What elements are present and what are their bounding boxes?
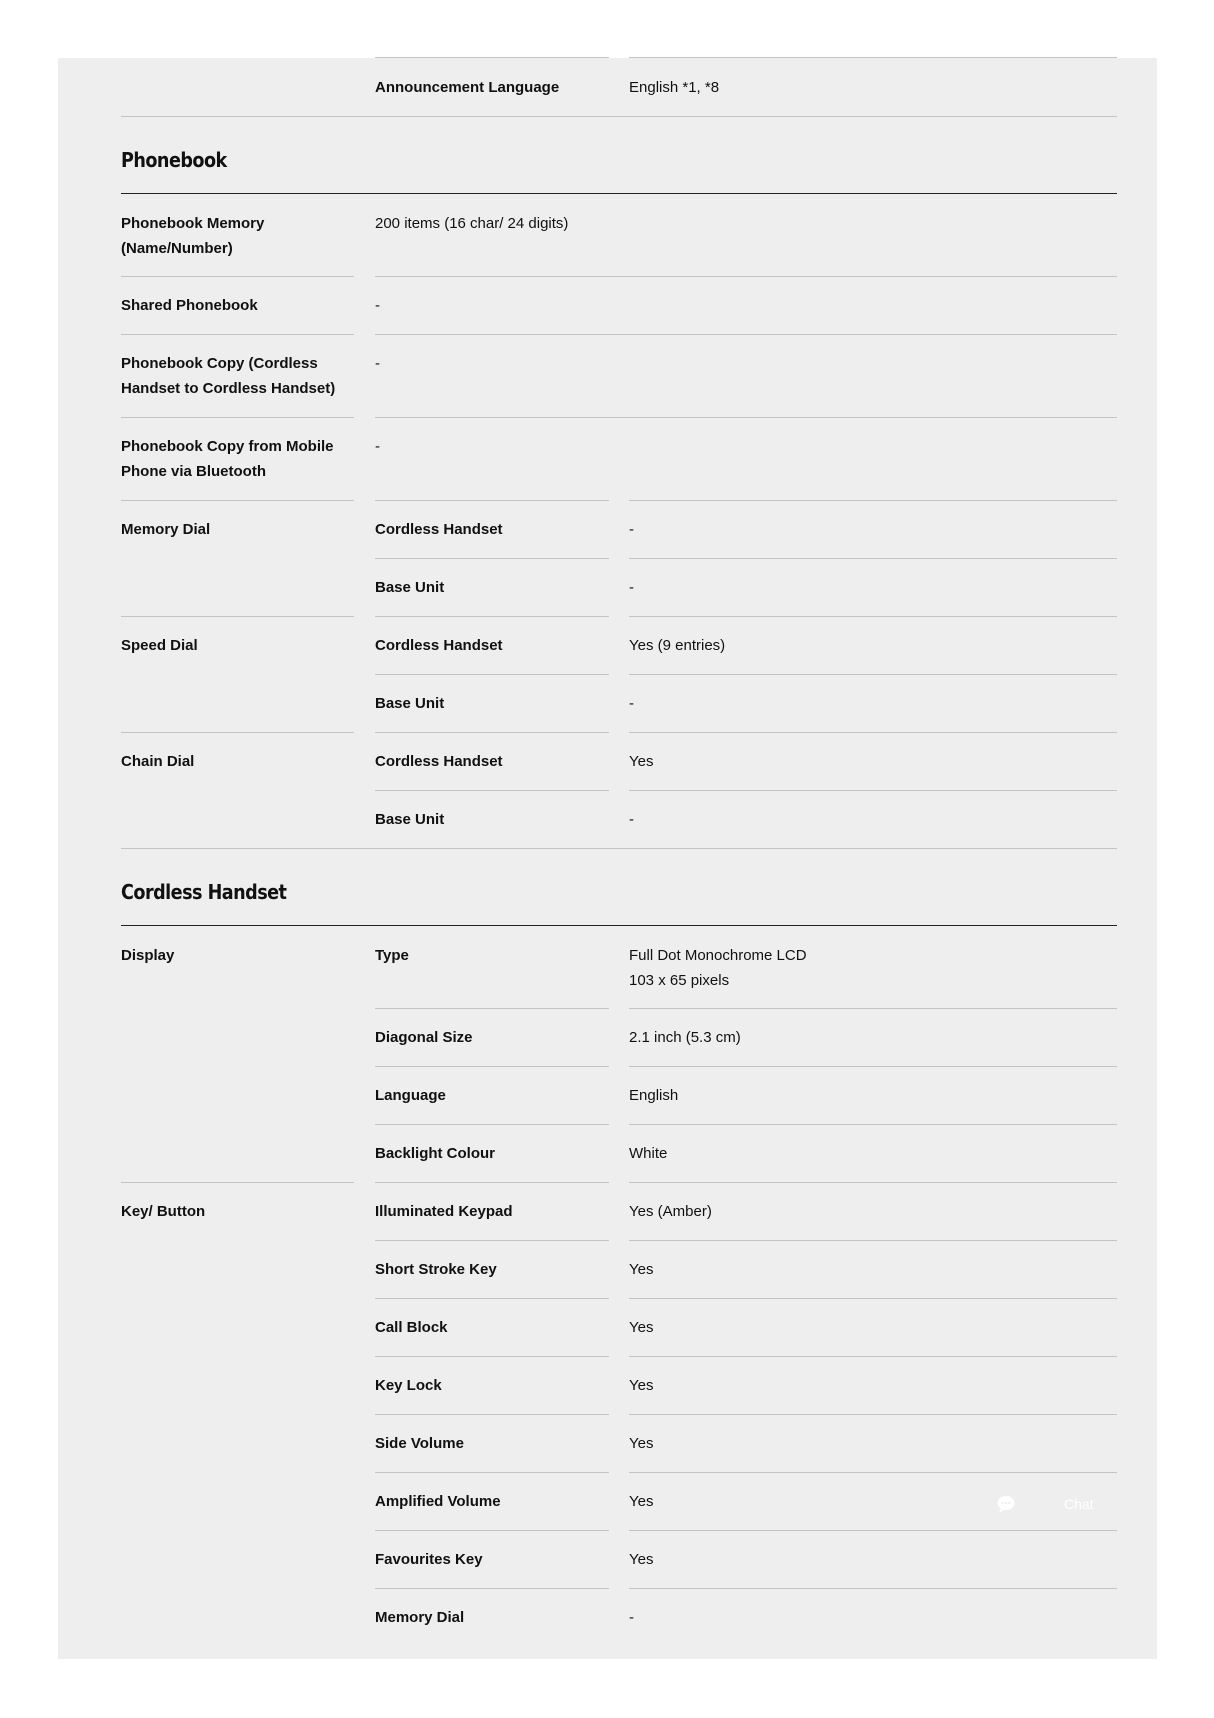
- spec-value: Yes: [629, 1261, 654, 1278]
- divider: [629, 500, 1117, 501]
- spec-sublabel: Backlight Colour: [375, 1145, 496, 1162]
- spec-sublabel: Call Block: [375, 1319, 448, 1336]
- section-divider: [121, 925, 1117, 926]
- divider: [629, 1240, 1117, 1241]
- spec-sublabel: Language: [375, 1087, 446, 1104]
- spec-value: Yes (Amber): [629, 1203, 712, 1220]
- spec-sublabel: Cordless Handset: [375, 753, 503, 770]
- divider: [375, 558, 609, 559]
- divider: [629, 790, 1117, 791]
- divider: [121, 500, 354, 501]
- divider: [375, 1356, 609, 1357]
- spec-sublabel: Favourites Key: [375, 1551, 483, 1568]
- spec-sublabel: Base Unit: [375, 579, 445, 596]
- chat-bubble-icon: [996, 1494, 1016, 1514]
- spec-value: Yes (9 entries): [629, 637, 726, 654]
- chat-button[interactable]: [980, 1484, 1120, 1524]
- spec-label: Display: [121, 947, 175, 964]
- spec-label: Shared Phonebook: [121, 297, 258, 314]
- spec-value: -: [629, 579, 634, 596]
- spec-sublabel: Diagonal Size: [375, 1029, 473, 1046]
- chat-label: Chat: [1064, 1496, 1094, 1512]
- divider: [629, 1356, 1117, 1357]
- spec-label: Speed Dial: [121, 637, 198, 654]
- divider: [629, 1414, 1117, 1415]
- spec-label: Announcement Language: [375, 79, 560, 96]
- spec-value: Yes: [629, 1319, 654, 1336]
- spec-sublabel: Memory Dial: [375, 1609, 465, 1626]
- spec-value: Full Dot Monochrome LCD: [629, 947, 807, 964]
- divider: [121, 616, 354, 617]
- spec-sublabel: Key Lock: [375, 1377, 442, 1394]
- spec-label: Phonebook Copy from Mobile: [121, 438, 334, 455]
- spec-value: -: [629, 811, 634, 828]
- divider: [375, 1414, 609, 1415]
- spec-value: 2.1 inch (5.3 cm): [629, 1029, 741, 1046]
- spec-value: English: [629, 1087, 679, 1104]
- divider: [375, 57, 609, 58]
- section-heading-phonebook: Phonebook: [121, 148, 227, 172]
- spec-sublabel: Amplified Volume: [375, 1493, 501, 1510]
- divider: [629, 558, 1117, 559]
- spec-value: -: [375, 297, 380, 314]
- section-heading-cordless-handset: Cordless Handset: [121, 880, 287, 904]
- spec-value: Yes: [629, 753, 654, 770]
- divider: [375, 790, 609, 791]
- spec-label: Handset to Cordless Handset): [121, 380, 336, 397]
- spec-value: -: [629, 695, 634, 712]
- spec-value: 200 items (16 char/ 24 digits): [375, 215, 569, 232]
- spec-label: Memory Dial: [121, 521, 211, 538]
- divider: [629, 1066, 1117, 1067]
- divider: [629, 1124, 1117, 1125]
- divider: [121, 116, 1117, 117]
- spec-value: White: [629, 1145, 668, 1162]
- divider: [375, 1008, 609, 1009]
- divider: [121, 276, 354, 277]
- spec-value: Yes: [629, 1377, 654, 1394]
- spec-label: Key/ Button: [121, 1203, 206, 1220]
- spec-sublabel: Cordless Handset: [375, 637, 503, 654]
- spec-sublabel: Short Stroke Key: [375, 1261, 497, 1278]
- divider: [375, 1472, 609, 1473]
- divider: [629, 1588, 1117, 1589]
- spec-label: Phone via Bluetooth: [121, 463, 267, 480]
- spec-value: -: [629, 521, 634, 538]
- spec-label: Phonebook Copy (Cordless: [121, 355, 318, 372]
- divider: [375, 1124, 609, 1125]
- spec-value: English *1, *8: [629, 79, 720, 96]
- divider: [629, 732, 1117, 733]
- divider: [629, 674, 1117, 675]
- divider: [375, 1530, 609, 1531]
- spec-sublabel: Base Unit: [375, 695, 445, 712]
- spec-sublabel: Base Unit: [375, 811, 445, 828]
- spec-label: Phonebook Memory: [121, 215, 265, 232]
- divider: [375, 732, 609, 733]
- divider: [629, 616, 1117, 617]
- divider: [629, 1472, 1117, 1473]
- divider: [375, 1066, 609, 1067]
- spec-value: Yes: [629, 1435, 654, 1452]
- spec-value: -: [375, 438, 380, 455]
- spec-label: (Name/Number): [121, 240, 233, 257]
- spec-sublabel: Type: [375, 947, 409, 964]
- spec-sublabel: Side Volume: [375, 1435, 464, 1452]
- divider: [629, 57, 1117, 58]
- spec-sublabel: Cordless Handset: [375, 521, 503, 538]
- divider: [375, 616, 609, 617]
- divider: [121, 334, 354, 335]
- section-divider: [121, 193, 1117, 194]
- divider: [121, 417, 354, 418]
- divider: [375, 1298, 609, 1299]
- divider: [375, 334, 1117, 335]
- divider: [375, 417, 1117, 418]
- divider: [375, 1240, 609, 1241]
- divider: [375, 500, 609, 501]
- divider: [375, 674, 609, 675]
- divider: [375, 1182, 609, 1183]
- divider: [121, 732, 354, 733]
- spec-value: Yes: [629, 1493, 654, 1510]
- divider: [375, 1588, 609, 1589]
- divider: [121, 1182, 354, 1183]
- spec-label: Chain Dial: [121, 753, 195, 770]
- spec-value: -: [375, 355, 380, 372]
- spec-sublabel: Illuminated Keypad: [375, 1203, 513, 1220]
- divider: [121, 848, 1117, 849]
- spec-value: 103 x 65 pixels: [629, 972, 730, 989]
- divider: [629, 1182, 1117, 1183]
- divider: [629, 1530, 1117, 1531]
- divider: [629, 1298, 1117, 1299]
- divider: [375, 276, 1117, 277]
- spec-value: -: [629, 1609, 634, 1626]
- spec-value: Yes: [629, 1551, 654, 1568]
- divider: [629, 1008, 1117, 1009]
